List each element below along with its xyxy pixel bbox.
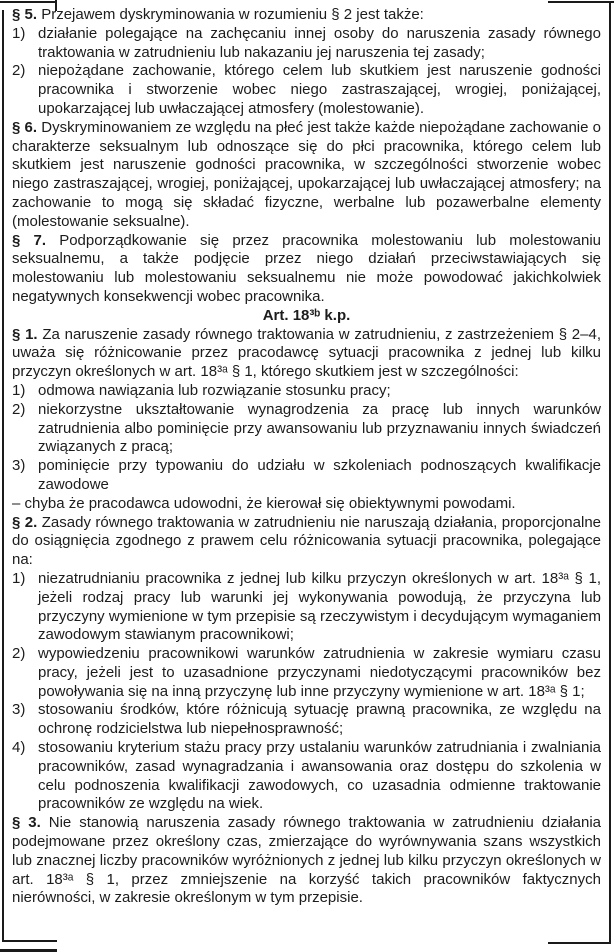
block-text: niekorzystne ukształtowanie wynagrodzenia za pracę lub innych warunków zatrudnienia albo pominięcie przy awansowaniu lub przyznawaniu innych świadczeń związanych z pracą; bbox=[38, 400, 601, 456]
item-number: 3) bbox=[12, 701, 26, 719]
block-text: Za naruszenie zasady równego traktowania w zatrudnieniu, z zastrzeżeniem § 2–4, uważa się różnicowanie przez pracodawcę sytuacji pracownika z jednej lub kilku przyczyn określonych w art. 18³ᵃ § 1, którego skutkiem jest w szczególności: bbox=[12, 325, 602, 381]
paragraph-label: § 3. bbox=[12, 814, 49, 832]
list-item bbox=[12, 645, 601, 701]
item-number: 1) bbox=[12, 381, 26, 399]
block-text: – chyba że pracodawca udowodni, że kierował się obiektywnymi powodami. bbox=[12, 494, 516, 512]
list-item bbox=[12, 382, 601, 401]
block-text: Podporządkowanie się przez pracownika molestowaniu lub molestowaniu seksualnemu, a także podjęcie przez niego działań przeciwstawiających się molestowaniu lub molestowaniu seksualnemu nie może powodować jakichkolwiek negatywnych konsekwencji wobec pracownika. bbox=[12, 231, 602, 305]
paragraph bbox=[12, 326, 601, 382]
paragraph bbox=[12, 6, 601, 25]
item-number: 1) bbox=[12, 24, 26, 42]
paragraph-label: § 6. bbox=[12, 118, 42, 136]
block-text: odmowa nawiązania lub rozwiązanie stosunku pracy; bbox=[38, 381, 391, 399]
block-text: Zasady równego traktowania w zatrudnieniu nie naruszają działania, proporcjonalne do osiągnięcia zgodnego z prawem celu różnicowania sytuacji pracownika, polegające na: bbox=[12, 513, 601, 569]
article-heading bbox=[12, 307, 601, 326]
frame-bottom-left-horizontal bbox=[2, 940, 57, 942]
list-item bbox=[12, 401, 601, 457]
paragraph bbox=[12, 119, 601, 232]
list-item bbox=[12, 570, 601, 645]
block-text: Przejawem dyskryminowania w rozumieniu § 2 jest także: bbox=[41, 6, 424, 23]
block-text: Dyskryminowaniem ze względu na płeć jest także każde niepożądane zachowanie o charakterze seksualnym lub odnoszące się do płci pracownika, którego celem lub skutkiem jest naruszenie godności pracownika, w szczególności stworzenie wobec niego zastraszającej, wrogiej, poniżającej, upokarzającej lub uwłaczającej atmosfery; na zachowanie to mogą się składać fizyczne, werbalne lub pozawerbalne elementy (molestowanie seksualne). bbox=[12, 118, 601, 230]
block-text: niepożądane zachowanie, którego celem lub skutkiem jest naruszenie godności pracownika i stworzenie wobec niego zastraszającej, wrogiej, poniżającej, upokarzającej lub uwłaczającej atmosfery (molestowanie). bbox=[38, 62, 601, 117]
frame-right-border bbox=[609, 1, 611, 944]
list-item bbox=[12, 62, 601, 118]
paragraph-label: § 2. bbox=[12, 513, 42, 531]
list-item bbox=[12, 739, 601, 814]
block-text: działanie polegające na zachęcaniu innej osoby do naruszenia zasady równego traktowania w zatrudnieniu lub nakazaniu jej naruszenia tej zasady; bbox=[38, 24, 601, 61]
item-number: 2) bbox=[12, 645, 26, 663]
paragraph bbox=[12, 514, 601, 570]
list-item bbox=[12, 457, 601, 495]
block-text: Nie stanowią naruszenia zasady równego traktowania w zatrudnieniu działania podejmowane przez określony czas, zmierzające do wyrównywania szans wszystkich lub znacznej liczby pracowników wyróżnionych z jednej lub kilku przyczyn określonych w art. 18³ᵃ § 1, przez zmniejszenie na korzyść takich pracowników faktycznych nierówności, w zakresie określonym w tym przepisie. bbox=[12, 814, 602, 907]
item-number: 1) bbox=[12, 569, 26, 587]
dash-clause bbox=[12, 495, 601, 514]
item-number: 2) bbox=[12, 62, 26, 80]
paragraph bbox=[12, 232, 601, 307]
block-text: niezatrudnianiu pracownika z jednej lub kilku przyczyn określonych w art. 18³ᵃ § 1, jeżeli rodzaj pracy lub warunki jej wykonywania powodują, że przyczyna lub przyczyny wymienione w tym przepisie są rzeczywistym i decydującym wymaganiem zawodowym stawianym pracownikowi; bbox=[38, 569, 601, 644]
frame-top-right-horizontal bbox=[548, 1, 614, 3]
block-text: wypowiedzeniu pracownikowi warunków zatrudnienia w zakresie wymiaru czasu pracy, jeżeli jest to uzasadnione przyczynami niedotyczącymi pracowników bez powoływania się na inną przyczynę lub inne przyczyny wymienione w art. 18³ᵃ § 1; bbox=[38, 645, 601, 700]
frame-bottom-right-horizontal bbox=[548, 942, 611, 944]
paragraph bbox=[12, 814, 601, 908]
block-text: stosowaniu środków, które różnicują sytuację prawną pracownika, ze względu na ochronę rodzicielstwa lub niepełnosprawność; bbox=[38, 701, 601, 738]
item-number: 4) bbox=[12, 739, 26, 757]
list-item bbox=[12, 25, 601, 63]
paragraph-label: § 1. bbox=[12, 325, 43, 343]
item-number: 3) bbox=[12, 457, 26, 475]
item-number: 2) bbox=[12, 400, 26, 418]
paragraph-label: § 7. bbox=[12, 231, 60, 249]
block-text: stosowaniu kryterium stażu pracy przy ustalaniu warunków zatrudniania i zwalniania pracowników, zasad wynagradzania i awansowania oraz dostępu do szkolenia w celu podnoszenia kwalifikacji zawodowych, co uzasadnia odmienne traktowanie pracowników ze względu na wiek. bbox=[38, 739, 601, 813]
legal-text bbox=[12, 6, 601, 908]
list-item bbox=[12, 701, 601, 739]
block-text: pominięcie przy typowaniu do udziału w szkoleniach podnoszących kwalifikacje zawodowe bbox=[38, 457, 601, 493]
frame-left-border bbox=[2, 10, 4, 942]
frame-top-left-horizontal bbox=[0, 1, 57, 3]
block-text: Art. 18³ᵇ k.p. bbox=[262, 306, 351, 324]
paragraph-label: § 5. bbox=[12, 6, 42, 23]
